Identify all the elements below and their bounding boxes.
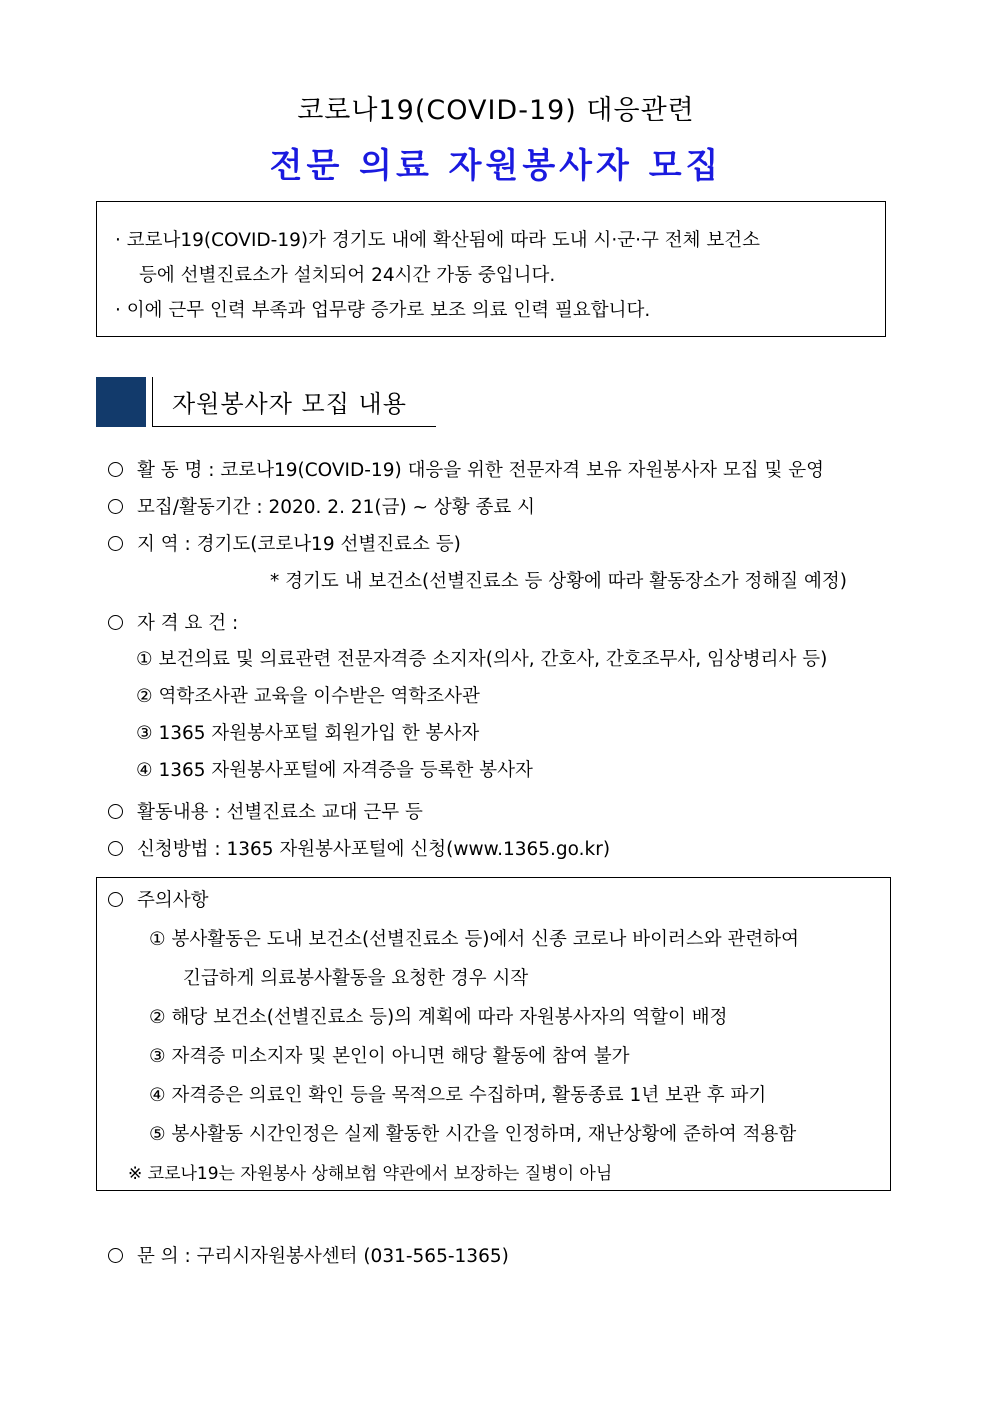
- item-apply-text: 신청방법 : 1365 자원봉사포털에 신청(www.1365.go.kr): [137, 839, 611, 860]
- qualification-4: ④ 1365 자원봉사포털에 자격증을 등록한 봉사자: [136, 760, 533, 781]
- item-period: [108, 493, 535, 519]
- item-region-note: * 경기도 내 보건소(선별진료소 등 상황에 따라 활동장소가 정해질 예정): [270, 571, 848, 592]
- item-apply: [108, 835, 610, 861]
- intro-box: [96, 201, 886, 337]
- section-title: 자원봉사자 모집 내용: [172, 390, 407, 418]
- intro-line-2: 등에 선별진료소가 설치되어 24시간 가동 중입니다.: [139, 265, 556, 286]
- circle-bullet-icon: [108, 536, 123, 551]
- item-content: [108, 798, 423, 824]
- notice-box: [96, 877, 891, 1191]
- circle-bullet-icon: [108, 841, 123, 856]
- intro-line-1: · 코로나19(COVID-19)가 경기도 내에 확산됨에 따라 도내 시·군·구 전체 보건소: [115, 230, 761, 251]
- section-marker: [96, 377, 146, 427]
- circle-bullet-icon: [108, 462, 123, 477]
- intro-line-3: · 이에 근무 인력 부족과 업무량 증가로 보조 의료 인력 필요합니다.: [115, 300, 651, 321]
- circle-bullet-icon: [108, 892, 123, 907]
- qualification-2: ② 역학조사관 교육을 이수받은 역학조사관: [136, 686, 480, 707]
- item-activity-text: 활 동 명 : 코로나19(COVID-19) 대응을 위한 전문자격 보유 자원봉사자 모집 및 운영: [137, 460, 825, 481]
- section-divider: [152, 377, 153, 427]
- contact-text: 문 의 : 구리시자원봉사센터 (031-565-1365): [137, 1246, 509, 1267]
- notice-1-continued: 긴급하게 의료봉사활동을 요청한 경우 시작: [183, 968, 529, 989]
- item-content-text: 활동내용 : 선별진료소 교대 근무 등: [137, 802, 423, 823]
- notice-2: ② 해당 보건소(선별진료소 등)의 계획에 따라 자원봉사자의 역할이 배정: [149, 1007, 728, 1028]
- qualification-1: ① 보건의료 및 의료관련 전문자격증 소지자(의사, 간호사, 간호조무사, 임상병리사 등): [136, 649, 828, 670]
- notice-title: [108, 886, 208, 912]
- document-headline: 전문 의료 자원봉사자 모집: [269, 146, 723, 186]
- circle-bullet-icon: [108, 615, 123, 630]
- contact: [108, 1242, 509, 1268]
- item-activity: [108, 456, 824, 482]
- qualification-3: ③ 1365 자원봉사포털 회원가입 한 봉사자: [136, 723, 480, 744]
- notice-1: ① 봉사활동은 도내 보건소(선별진료소 등)에서 신종 코로나 바이러스와 관련하여: [149, 929, 799, 950]
- item-period-text: 모집/활동기간 : 2020. 2. 21(금) ~ 상황 종료 시: [137, 497, 536, 518]
- circle-bullet-icon: [108, 499, 123, 514]
- notice-footnote: ※ 코로나19는 자원봉사 상해보험 약관에서 보장하는 질병이 아님: [128, 1164, 613, 1184]
- item-qualification-text: 자 격 요 건 :: [137, 613, 239, 634]
- section-underline: [152, 426, 436, 427]
- notice-4: ④ 자격증은 의료인 확인 등을 목적으로 수집하며, 활동종료 1년 보관 후 파기: [149, 1085, 767, 1106]
- circle-bullet-icon: [108, 1248, 123, 1263]
- notice-3: ③ 자격증 미소지자 및 본인이 아니면 해당 활동에 참여 불가: [149, 1046, 630, 1067]
- notice-title-text: 주의사항: [137, 890, 209, 911]
- item-region: [108, 530, 461, 556]
- item-qualification: [108, 609, 238, 635]
- circle-bullet-icon: [108, 804, 123, 819]
- item-region-text: 지 역 : 경기도(코로나19 선별진료소 등): [137, 534, 461, 555]
- notice-5: ⑤ 봉사활동 시간인정은 실제 활동한 시간을 인정하며, 재난상황에 준하여 적용함: [149, 1124, 797, 1145]
- document-title: 코로나19(COVID-19) 대응관련: [297, 95, 695, 126]
